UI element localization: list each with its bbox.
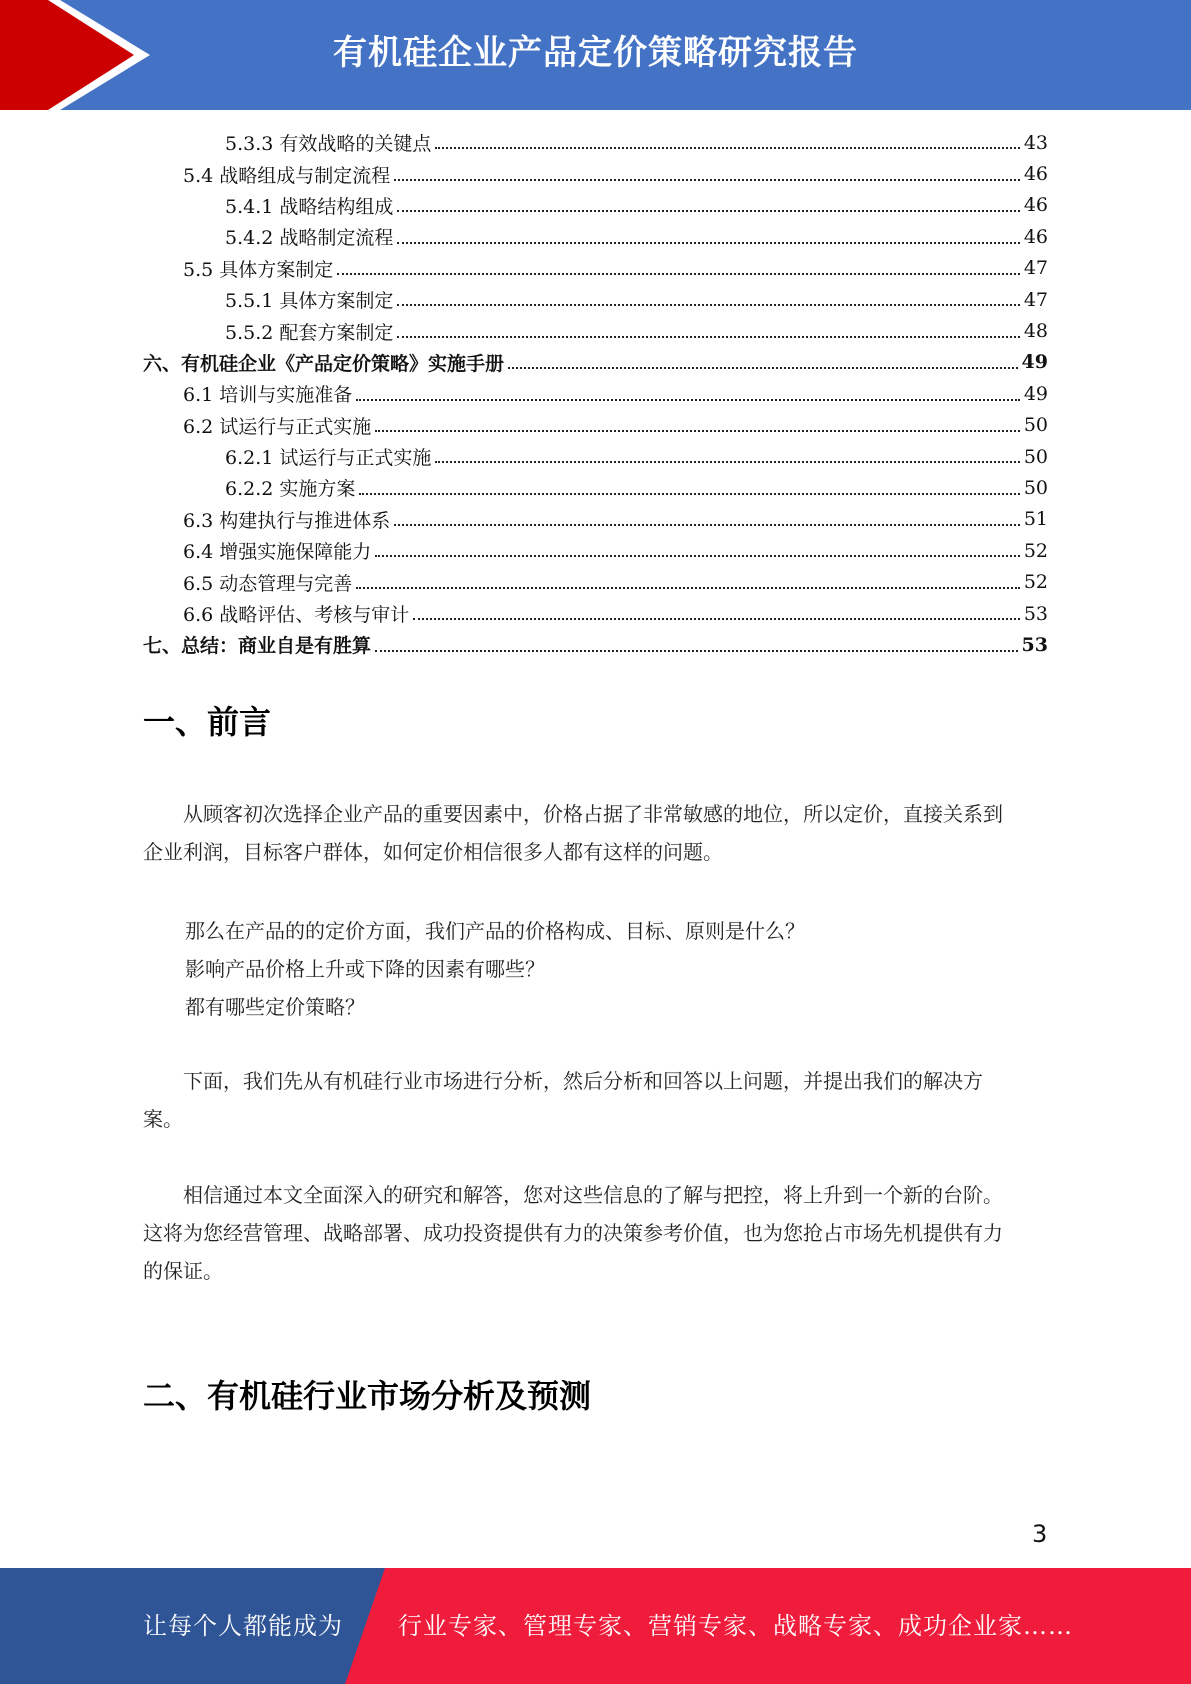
toc-entry[interactable] <box>143 410 1048 441</box>
toc-entry[interactable] <box>143 629 1048 660</box>
toc-dot-leader <box>435 461 1019 463</box>
page-footer <box>0 1568 1191 1684</box>
toc-entry[interactable] <box>143 504 1048 535</box>
intro-p3-line2: 这将为您经营管理、战略部署、成功投资提供有力的决策参考价值，也为您抢占市场先机提供有力 <box>143 1221 1003 1245</box>
table-of-contents <box>143 127 1048 661</box>
intro-p1-line2: 企业利润，目标客户群体，如何定价相信很多人都有这样的问题。 <box>143 840 723 864</box>
toc-entry[interactable] <box>143 253 1048 284</box>
toc-dot-leader <box>397 242 1019 244</box>
toc-entry-label: 6.2 试运行与正式实施 <box>183 412 373 439</box>
toc-entry-page: 47 <box>1023 257 1048 280</box>
toc-dot-leader <box>508 367 1018 369</box>
intro-paragraph-1 <box>143 795 1048 871</box>
toc-entry-label: 6.4 增强实施保障能力 <box>183 537 373 564</box>
toc-entry-page: 49 <box>1021 351 1048 374</box>
intro-p1-line1: 从顾客初次选择企业产品的重要因素中，价格占据了非常敏感的地位，所以定价，直接关系到 <box>183 802 1003 826</box>
toc-entry-page: 43 <box>1023 131 1048 154</box>
toc-entry-label: 6.1 培训与实施准备 <box>183 380 354 407</box>
intro-p2-line2: 案。 <box>143 1107 183 1131</box>
page-header <box>0 0 1191 110</box>
toc-entry-page: 46 <box>1023 194 1048 217</box>
toc-entry-page: 53 <box>1021 633 1048 656</box>
footer-slogan-right: 行业专家、管理专家、营销专家、战略专家、成功企业家…… <box>398 1612 1073 1640</box>
toc-entry-page: 50 <box>1023 476 1048 499</box>
toc-entry[interactable] <box>143 158 1048 189</box>
toc-dot-leader <box>397 304 1019 306</box>
toc-entry[interactable] <box>143 598 1048 629</box>
toc-entry[interactable] <box>143 284 1048 315</box>
toc-dot-leader <box>394 524 1020 526</box>
toc-dot-leader <box>375 650 1018 652</box>
toc-dot-leader <box>375 430 1020 432</box>
intro-paragraph-3 <box>143 1176 1048 1290</box>
toc-entry-label: 5.5.1 具体方案制定 <box>225 286 395 313</box>
toc-dot-leader <box>356 587 1020 589</box>
toc-entry-label: 6.2.1 试运行与正式实施 <box>225 443 433 470</box>
toc-entry-page: 48 <box>1023 320 1048 343</box>
intro-paragraph-2 <box>143 1062 1048 1138</box>
toc-entry[interactable] <box>143 221 1048 252</box>
toc-entry-page: 51 <box>1023 508 1048 531</box>
toc-entry-label: 6.3 构建执行与推进体系 <box>183 506 392 533</box>
toc-dot-leader <box>397 336 1019 338</box>
toc-entry-page: 53 <box>1023 602 1048 625</box>
toc-entry-label: 5.4.2 战略制定流程 <box>225 223 395 250</box>
toc-entry-label: 6.5 动态管理与完善 <box>183 569 354 596</box>
toc-entry-page: 46 <box>1023 225 1048 248</box>
report-title: 有机硅企业产品定价策略研究报告 <box>333 33 858 73</box>
toc-entry-label: 6.6 战略评估、考核与审计 <box>183 600 411 627</box>
toc-entry-label: 6.2.2 实施方案 <box>225 474 357 501</box>
section-heading-intro: 一、前言 <box>143 703 272 741</box>
toc-entry-label: 5.4.1 战略结构组成 <box>225 192 395 219</box>
toc-entry[interactable] <box>143 127 1048 158</box>
toc-entry[interactable] <box>143 347 1048 378</box>
toc-entry-page: 47 <box>1023 288 1048 311</box>
toc-dot-leader <box>397 210 1019 212</box>
page-number: 3 <box>1032 1520 1048 1548</box>
toc-entry-page: 49 <box>1023 382 1048 405</box>
intro-p3-line1: 相信通过本文全面深入的研究和解答，您对这些信息的了解与把控，将上升到一个新的台阶。 <box>183 1183 1003 1207</box>
toc-entry-page: 52 <box>1023 571 1048 594</box>
toc-entry-label: 七、总结：商业自是有胜算 <box>143 631 373 658</box>
toc-entry[interactable] <box>143 566 1048 597</box>
toc-entry-label: 5.5.2 配套方案制定 <box>225 318 395 345</box>
toc-dot-leader <box>394 179 1020 181</box>
toc-entry-label: 5.4 战略组成与制定流程 <box>183 161 392 188</box>
toc-entry-label: 5.3.3 有效战略的关键点 <box>225 129 433 156</box>
toc-entry-page: 46 <box>1023 163 1048 186</box>
toc-entry[interactable] <box>143 378 1048 409</box>
toc-entry[interactable] <box>143 190 1048 221</box>
toc-entry[interactable] <box>143 472 1048 503</box>
intro-p2-line1: 下面，我们先从有机硅行业市场进行分析，然后分析和回答以上问题，并提出我们的解决方 <box>183 1069 983 1093</box>
toc-dot-leader <box>356 399 1020 401</box>
toc-entry-label: 5.5 具体方案制定 <box>183 255 335 282</box>
toc-entry[interactable] <box>143 535 1048 566</box>
intro-p3-line3: 的保证。 <box>143 1259 223 1283</box>
toc-dot-leader <box>413 618 1020 620</box>
toc-entry[interactable] <box>143 441 1048 472</box>
toc-entry-label: 六、有机硅企业《产品定价策略》实施手册 <box>143 349 506 376</box>
toc-dot-leader <box>435 147 1019 149</box>
question-1: 那么在产品的的定价方面，我们产品的价格构成、目标、原则是什么？ <box>185 919 805 943</box>
question-2: 影响产品价格上升或下降的因素有哪些？ <box>185 957 545 981</box>
toc-dot-leader <box>337 273 1020 275</box>
question-3: 都有哪些定价策略？ <box>185 995 365 1019</box>
toc-dot-leader <box>375 555 1020 557</box>
toc-entry-page: 50 <box>1023 445 1048 468</box>
toc-entry-page: 50 <box>1023 414 1048 437</box>
section-heading-market: 二、有机硅行业市场分析及预测 <box>143 1377 592 1415</box>
toc-entry-page: 52 <box>1023 539 1048 562</box>
toc-dot-leader <box>359 493 1019 495</box>
toc-entry[interactable] <box>143 315 1048 346</box>
footer-slogan-left: 让每个人都能成为 <box>143 1612 343 1640</box>
